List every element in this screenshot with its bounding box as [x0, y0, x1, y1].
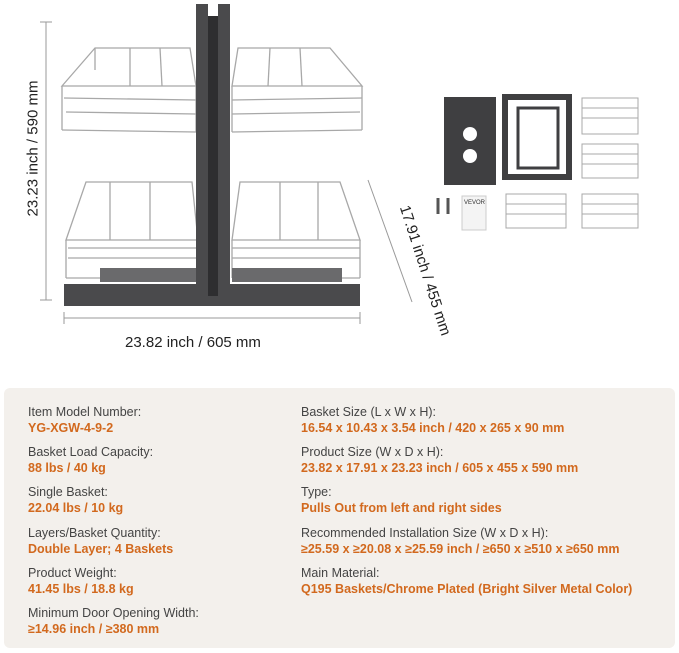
top-basket-left [62, 48, 196, 132]
base-tray-right [232, 268, 342, 282]
spec-value: 88 lbs / 40 kg [28, 461, 106, 475]
frame-post-right [218, 4, 230, 306]
spec-label: Recommended Installation Size (W x D x H): [301, 526, 549, 540]
bottom-basket-right [232, 182, 360, 278]
spec-value: 23.82 x 17.91 x 23.23 inch / 605 x 455 x 590 mm [301, 461, 579, 475]
bottom-basket-left [66, 182, 198, 278]
spec-value: 41.45 lbs / 18.8 kg [28, 582, 134, 596]
spec-label: Single Basket: [28, 485, 108, 499]
parts-panel [438, 97, 638, 230]
spec-label: Layers/Basket Quantity: [28, 526, 161, 540]
spec-product-size [301, 444, 578, 477]
spec-installation-size [301, 525, 619, 558]
spec-label: Basket Load Capacity: [28, 445, 154, 459]
spec-weight [28, 565, 134, 598]
base-tray-left [100, 268, 196, 282]
spec-label: Minimum Door Opening Width: [28, 606, 199, 620]
spec-material [301, 565, 632, 598]
spec-basket-size [301, 404, 564, 437]
spec-label: Product Size (W x D x H): [301, 445, 444, 459]
depth-dimension: 17.91 inch / 455 mm [395, 203, 455, 338]
spec-value: YG-XGW-4-9-2 [28, 421, 114, 435]
top-basket-right [232, 48, 362, 132]
frame-center [208, 16, 218, 296]
spec-label: Type: [301, 485, 332, 499]
spec-type [301, 484, 502, 517]
spec-value: Q195 Baskets/Chrome Plated (Bright Silver Metal Color) [301, 582, 633, 596]
frame-post-left [196, 4, 208, 306]
spec-label: Main Material: [301, 566, 380, 580]
spec-value: Pulls Out from left and right sides [301, 501, 502, 515]
spec-load-capacity [28, 444, 153, 477]
spec-label: Item Model Number: [28, 405, 142, 419]
specs-panel [4, 388, 675, 648]
spec-value: 16.54 x 10.43 x 3.54 inch / 420 x 265 x 90 mm [301, 421, 565, 435]
parts-brand-label: VEVOR [464, 200, 486, 206]
spec-single-basket [28, 484, 123, 517]
spec-value: ≥14.96 inch / ≥380 mm [28, 622, 160, 636]
height-dimension: 23.23 inch / 590 mm [24, 80, 42, 217]
spec-model [28, 404, 141, 437]
spec-layers [28, 525, 173, 558]
spec-label: Product Weight: [28, 566, 117, 580]
spec-door-width [28, 605, 199, 638]
width-dimension: 23.82 inch / 605 mm [125, 334, 261, 351]
spec-value: 22.04 lbs / 10 kg [28, 501, 124, 515]
spec-label: Basket Size (L x W x H): [301, 405, 436, 419]
spec-value: Double Layer; 4 Baskets [28, 542, 174, 556]
spec-value: ≥25.59 x ≥20.08 x ≥25.59 inch / ≥650 x ≥510 x ≥650 mm [301, 542, 620, 556]
